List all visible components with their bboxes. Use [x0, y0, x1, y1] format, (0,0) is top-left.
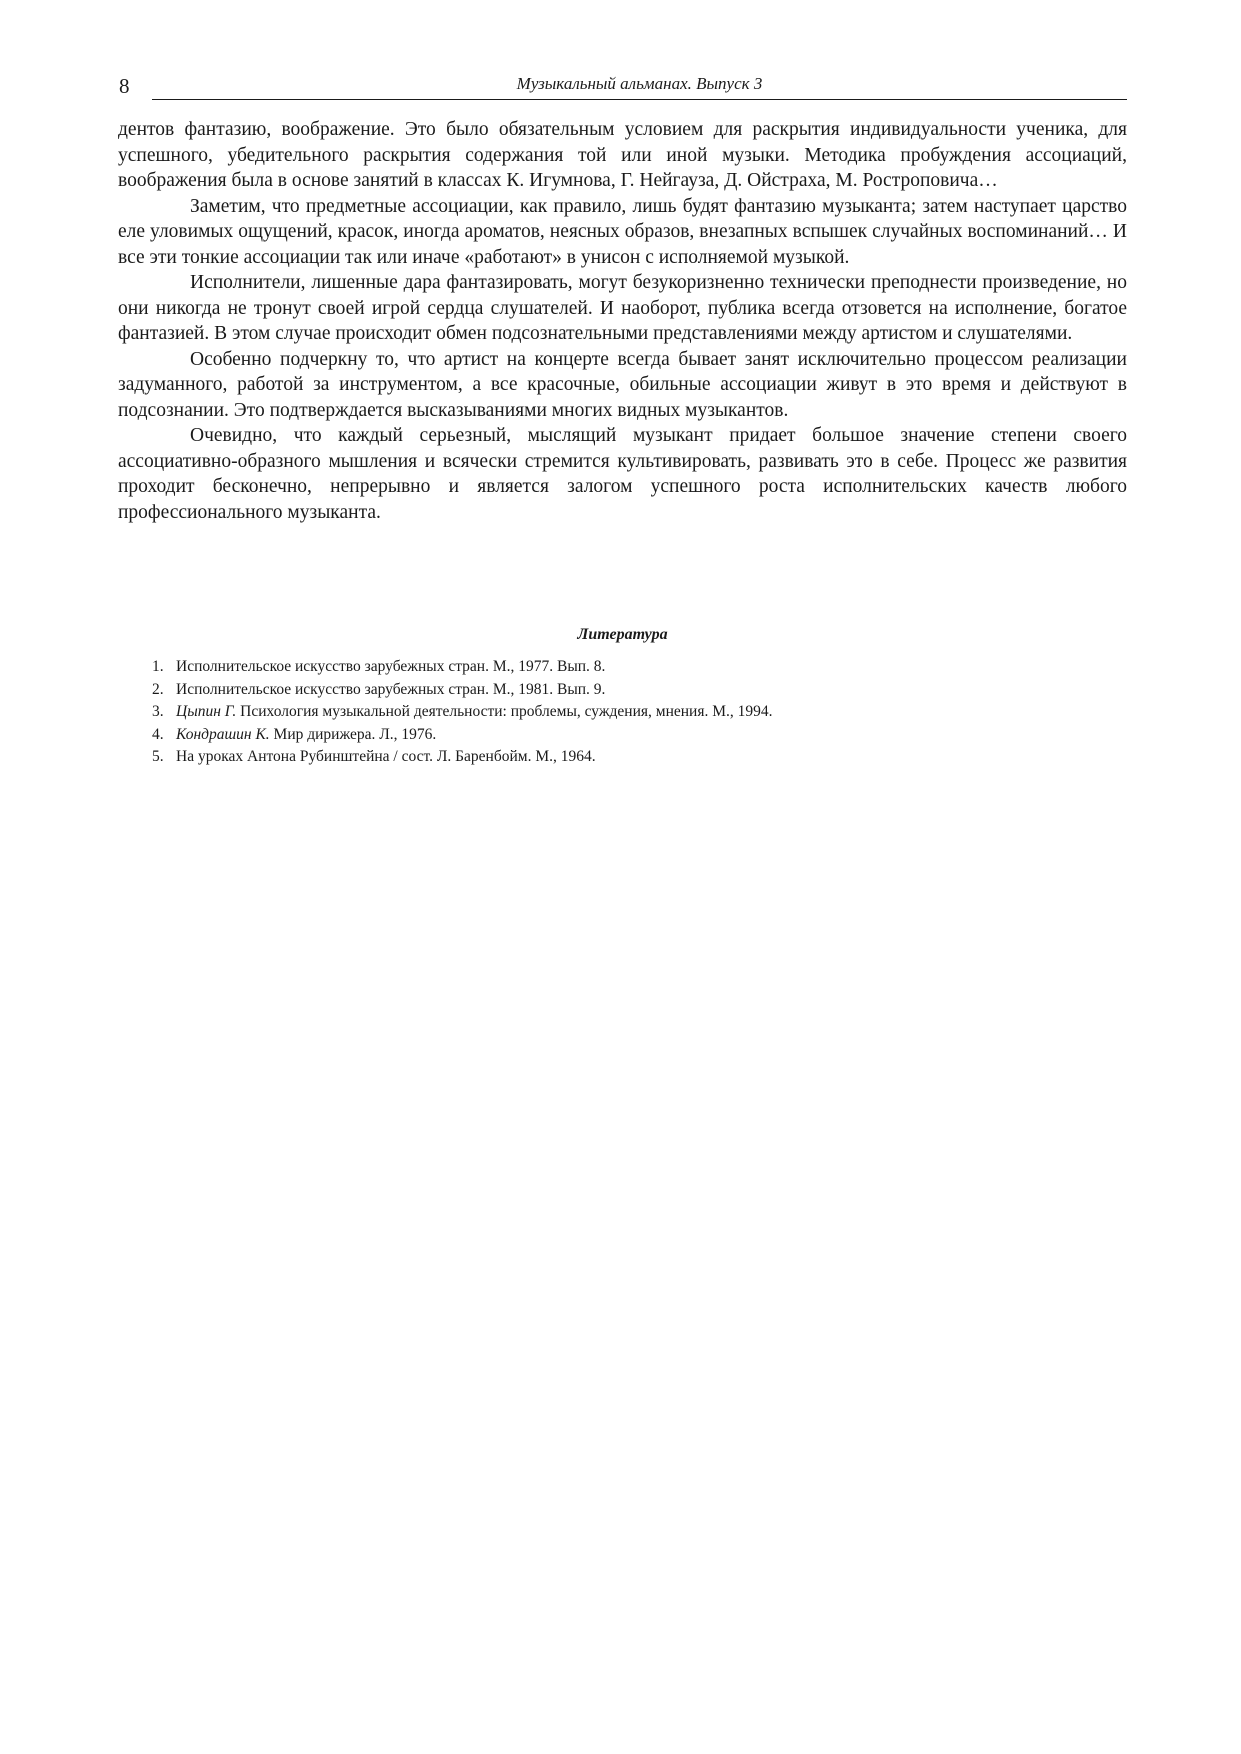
literature-item [152, 746, 1127, 769]
paragraph: Особенно подчеркну то, что артист на концерте всегда бывает занят исключительно процессом реализации задуманного, работой за инструментом, а все красочные, обильные ассоциации живут в это время и действуют в подсознании. Это подтверждается высказываниями многих видных музыкантов. [118, 348, 1127, 421]
header-divider [152, 99, 1127, 100]
paragraph: Исполнители, лишенные дара фантазировать, могут безукоризненно технически преподнести произведение, но они никогда не тронут своей игрой сердца слушателей. И наоборот, публика всегда отзовется на исполнение, богатое фантазией. В этом случае происходит обмен подсознательными представлениями между артистом и слушателями. [118, 272, 1127, 344]
literature-item-text: Исполнительское искусство зарубежных стран. М., 1977. Вып. 8. [176, 658, 606, 675]
literature-item-text: Исполнительское искусство зарубежных стран. М., 1981. Вып. 9. [176, 680, 606, 698]
literature-item-number: 2. [152, 680, 164, 698]
literature-item-number: 4. [152, 725, 164, 743]
literature-item [152, 679, 1127, 702]
running-header-title: Музыкальный альманах. Выпуск 3 [516, 74, 763, 93]
literature-item-number: 1. [152, 658, 164, 675]
paragraph: дентов фантазию, воображение. Это было обязательным условием для раскрытия индивидуальности ученика, для успешного, убедительного раскрытия содержания той или иной музыки. Методика пробуждения ассоциаций, воображения была в основе занятий в классах К. Игумнова, Г. Нейгауза, Д. Ойстраха, М. Ростроповича… [118, 119, 1127, 191]
article-body [118, 117, 1127, 525]
literature-heading: Литература [577, 626, 668, 643]
page-number: 8 [119, 74, 130, 98]
literature-item-number: 5. [152, 748, 164, 765]
literature-list [152, 656, 1127, 769]
literature-item [152, 724, 1127, 747]
literature-item-text: Психология музыкальной деятельности: проблемы, суждения, мнения. М., 1994. [236, 703, 773, 720]
literature-item-number: 3. [152, 703, 164, 720]
paragraph: Заметим, что предметные ассоциации, как правило, лишь будят фантазию музыканта; затем наступает царство еле уловимых ощущений, красок, иногда ароматов, неясных образов, внезапных вспышек случайных воспоминаний… И все эти тонкие ассоциации так или иначе «работают» в унисон с исполняемой музыкой. [118, 195, 1127, 268]
literature-item-text: На уроках Антона Рубинштейна / сост. Л. Баренбойм. М., 1964. [176, 748, 596, 765]
literature-item-author: Кондрашин К. [176, 725, 270, 743]
literature-item-author: Цыпин Г. [176, 703, 237, 720]
literature-item [152, 701, 1127, 724]
literature-item-text: Мир дирижера. Л., 1976. [269, 725, 437, 743]
paragraph: Очевидно, что каждый серьезный, мыслящий музыкант придает большое значение степени своего ассоциативно-образного мышления и всячески стремится культивировать, развивать это в себе. Процесс же развития проходит бесконечно, непрерывно и является залогом успешного роста исполнительских качеств любого профессионального музыканта. [118, 425, 1127, 523]
literature-item [152, 656, 1127, 679]
